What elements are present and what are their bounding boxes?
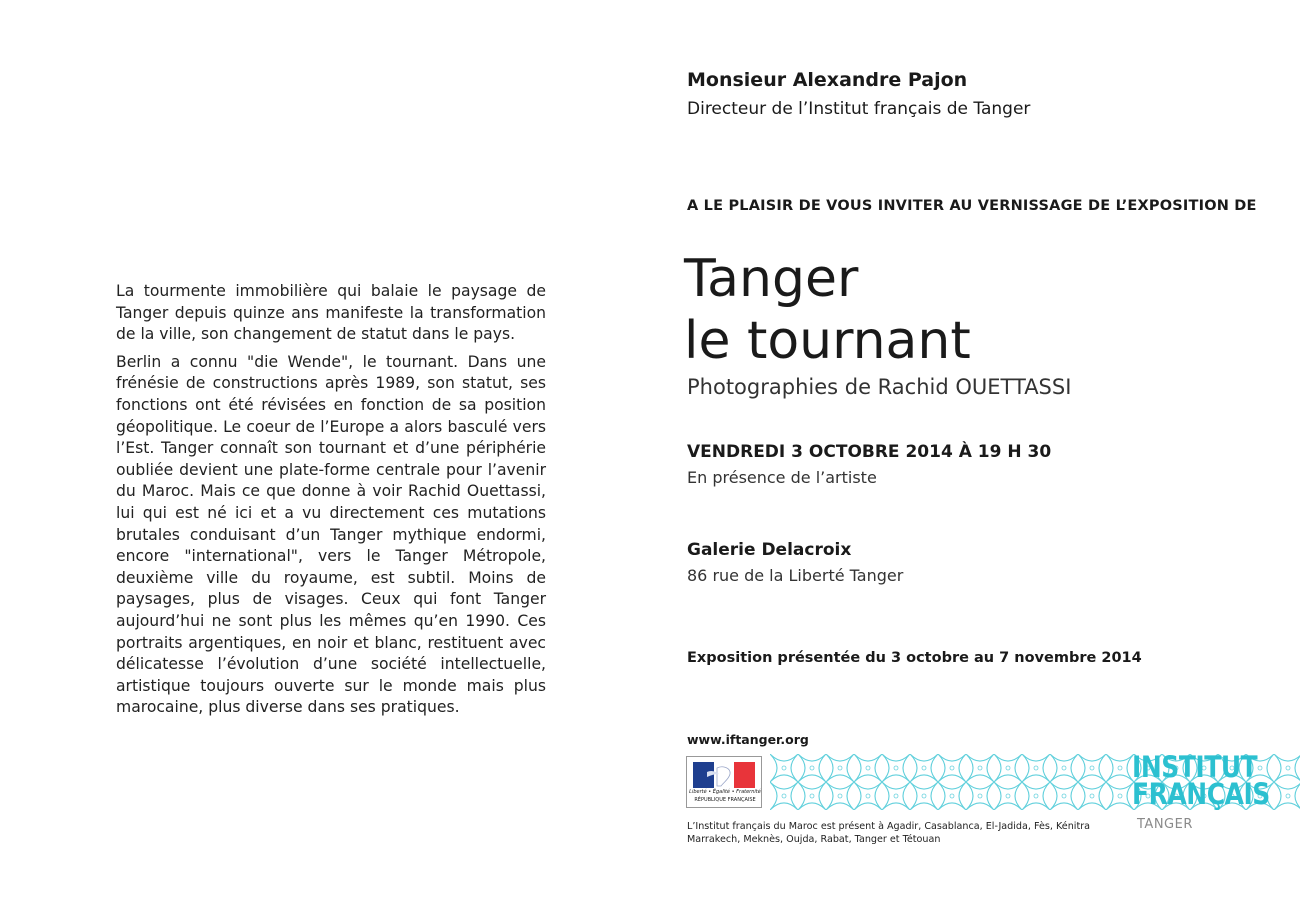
republique-name: RÉPUBLIQUE FRANÇAISE xyxy=(694,797,756,803)
marianne-flag-icon xyxy=(693,762,755,788)
event-date: VENDREDI 3 OCTOBRE 2014 À 19 H 30 xyxy=(687,442,1052,462)
republique-francaise-logo xyxy=(686,756,762,808)
institut-logo-line-1: INSTITUT xyxy=(1132,750,1258,784)
exhibition-period: Exposition présentée du 3 octobre au 7 novembre 2014 xyxy=(687,650,1142,666)
venue-address: 86 rue de la Liberté Tanger xyxy=(687,566,904,585)
host-name: Monsieur Alexandre Pajon xyxy=(687,69,968,91)
host-title: Directeur de l’Institut français de Tanger xyxy=(687,99,1031,119)
republique-motto: Liberté • Égalité • Fraternité xyxy=(689,789,761,795)
presentation-paragraph-2: Berlin a connu "die Wende", le tournant. Dans une frénésie de constructions après 1989, son statut, ses fonctions ont été révisées en fonction de sa position géopolitique. Le coeur de l’Europe a alors basculé vers l’Est. Tanger connaît son tournant et d’une périphérie oubliée devient une plate-forme centrale pour l’avenir du Maroc. Mais ce que donne à voir Rachid Ouettassi, lui qui est né ici et a vu directement ces mutations brutales conduisant d’un Tanger mythique endormi, encore "international", vers le Tanger Métropole, deuxième ville du royaume, est subtil. Moins de paysages, plus de visages. Ceux qui font Tanger aujourd’hui ne sont plus les mêmes qu’en 1990. Ces portraits argentiques, en noir et blanc, restituent avec délicatesse l’évolution d’une société intellectuelle, artistique toujours ouverte sur le monde mais plus marocaine, plus diverse dans ses pratiques. xyxy=(116,352,546,717)
institut-francais-logo xyxy=(1132,750,1270,811)
website-link[interactable]: www.iftanger.org xyxy=(687,732,809,747)
exhibition-title xyxy=(684,248,971,372)
presentation-text xyxy=(116,281,546,725)
invitation-line: A LE PLAISIR DE VOUS INVITER AU VERNISSAGE DE L’EXPOSITION DE xyxy=(687,198,1257,214)
presentation-paragraph-1: La tourmente immobilière qui balaie le paysage de Tanger depuis quinze ans manifeste la transformation de la ville, son changement de statut dans le pays. xyxy=(116,282,546,344)
footnote: L’Institut français du Maroc est présent à Agadir, Casablanca, El-Jadida, Fès, Kénitra Marrakech, Meknès, Oujda, Rabat, Tanger et Tétouan xyxy=(687,821,1091,845)
institut-city: TANGER xyxy=(1137,817,1193,832)
event-presence: En présence de l’artiste xyxy=(687,468,877,487)
exhibition-title-line-1: Tanger xyxy=(684,249,859,309)
exhibition-title-line-2: le tournant xyxy=(684,311,971,371)
venue-name: Galerie Delacroix xyxy=(687,540,852,560)
institut-logo-line-2: FRANÇAIS xyxy=(1132,777,1270,811)
exhibition-subtitle: Photographies de Rachid OUETTASSI xyxy=(687,375,1072,399)
